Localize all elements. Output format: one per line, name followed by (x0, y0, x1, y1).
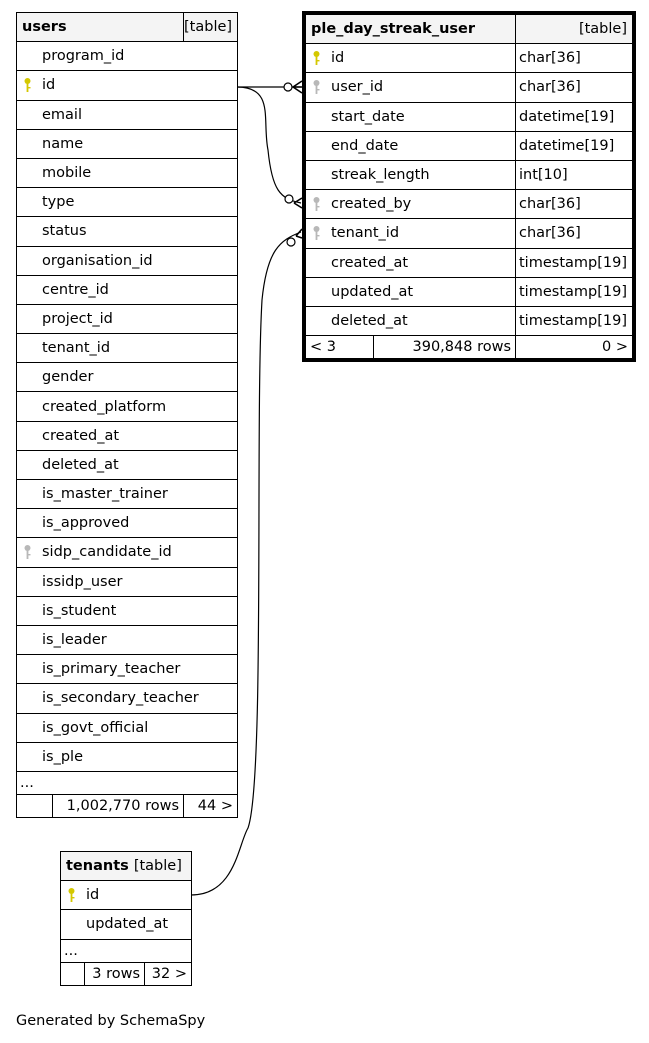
column-name[interactable] (306, 306, 516, 335)
column-label: created_at (42, 427, 120, 444)
column-type: char[36] (516, 219, 633, 248)
column-label: created_platform (42, 398, 167, 415)
users-children-link[interactable]: 44 > (184, 794, 238, 817)
primary-key-icon (312, 50, 321, 70)
column-type: timestamp[19] (516, 248, 633, 277)
pds-table-type: [table] (516, 15, 633, 44)
column-type: int[10] (516, 160, 633, 189)
table-row (17, 42, 238, 71)
column-name[interactable] (17, 100, 238, 129)
tenants-footer-left (61, 962, 85, 985)
column-name[interactable] (17, 625, 238, 654)
table-row (17, 363, 238, 392)
users-table-name[interactable]: users (17, 13, 184, 42)
column-name[interactable] (17, 450, 238, 479)
tenants-table-header[interactable] (61, 852, 192, 881)
column-label: issidp_user (42, 573, 123, 590)
table-row (17, 392, 238, 421)
table-row (17, 713, 238, 742)
crows-foot-user-id (293, 81, 302, 93)
ple-day-streak-user-table[interactable] (302, 11, 636, 362)
column-label: is_master_trainer (42, 486, 168, 503)
column-type: datetime[19] (516, 102, 633, 131)
column-label: is_govt_official (42, 719, 149, 736)
column-label: id (86, 887, 100, 904)
column-name[interactable] (17, 42, 238, 71)
column-label: mobile (42, 165, 92, 182)
column-label: is_ple (42, 748, 83, 765)
table-row (306, 219, 633, 248)
column-label: type (42, 194, 75, 211)
column-label: organisation_id (42, 252, 153, 269)
column-name[interactable] (17, 567, 238, 596)
column-label: project_id (42, 310, 113, 327)
users-footer-left (17, 794, 53, 817)
pds-parents-link[interactable]: < 3 (306, 336, 374, 359)
column-label: gender (42, 369, 94, 386)
primary-key-icon (23, 77, 32, 97)
column-name[interactable] (306, 277, 516, 306)
column-name[interactable] (17, 480, 238, 509)
table-row (17, 450, 238, 479)
column-name[interactable] (17, 363, 238, 392)
table-row (306, 44, 633, 73)
column-name[interactable] (17, 509, 238, 538)
column-name[interactable] (17, 246, 238, 275)
table-row (17, 334, 238, 363)
column-name[interactable] (17, 392, 238, 421)
column-name[interactable] (17, 158, 238, 187)
column-name[interactable] (17, 275, 238, 304)
column-label: id (331, 50, 345, 67)
column-label: user_id (331, 79, 384, 96)
column-name[interactable] (17, 334, 238, 363)
column-name[interactable] (17, 742, 238, 771)
tenants-table[interactable] (60, 851, 192, 986)
column-label: is_primary_teacher (42, 661, 181, 678)
users-ellipsis: ... (17, 771, 238, 794)
column-name[interactable] (17, 421, 238, 450)
column-name[interactable] (306, 102, 516, 131)
table-row (17, 596, 238, 625)
tenants-row-count: 3 rows (85, 962, 145, 985)
column-name[interactable] (306, 160, 516, 189)
column-type: timestamp[19] (516, 277, 633, 306)
table-row (306, 306, 633, 335)
relation-created-by (237, 87, 301, 203)
column-name[interactable] (17, 684, 238, 713)
tenants-ellipsis: ... (61, 939, 192, 962)
column-name[interactable] (17, 71, 238, 100)
table-row (306, 190, 633, 219)
column-type: char[36] (516, 73, 633, 102)
table-row (17, 538, 238, 567)
column-label: created_by (331, 196, 412, 213)
column-label: tenant_id (331, 225, 400, 242)
column-name[interactable] (17, 538, 238, 567)
optional-circle-created-by (285, 195, 293, 203)
table-row (17, 480, 238, 509)
column-name[interactable] (306, 248, 516, 277)
column-label: is_secondary_teacher (42, 690, 199, 707)
column-label: is_student (42, 602, 117, 619)
column-label: id (42, 77, 56, 94)
column-label: updated_at (86, 916, 169, 933)
table-row (306, 102, 633, 131)
users-table-type: [table] (184, 13, 238, 42)
column-name[interactable] (306, 219, 516, 248)
column-label: name (42, 135, 84, 152)
column-type: datetime[19] (516, 131, 633, 160)
primary-key-icon (67, 887, 76, 907)
table-row (306, 160, 633, 189)
table-row (17, 304, 238, 333)
column-label: start_date (331, 108, 405, 125)
table-row (17, 567, 238, 596)
column-type: char[36] (516, 190, 633, 219)
column-type: char[36] (516, 44, 633, 73)
column-label: status (42, 223, 87, 240)
column-name[interactable] (17, 129, 238, 158)
foreign-key-icon (312, 225, 321, 245)
tenants-children-link[interactable]: 32 > (145, 962, 192, 985)
table-row (61, 881, 192, 910)
table-row (17, 421, 238, 450)
column-name[interactable] (17, 655, 238, 684)
table-row (306, 248, 633, 277)
pds-table-name[interactable]: ple_day_streak_user (306, 15, 516, 44)
column-name[interactable] (306, 131, 516, 160)
table-row (17, 684, 238, 713)
column-label: end_date (331, 137, 399, 154)
tenants-table-name[interactable]: tenants (66, 858, 129, 875)
column-label: created_at (331, 254, 409, 271)
column-label: deleted_at (331, 312, 408, 329)
column-name[interactable] (17, 217, 238, 246)
table-row (17, 129, 238, 158)
table-row (17, 188, 238, 217)
table-row (17, 275, 238, 304)
column-name[interactable] (17, 304, 238, 333)
column-label: centre_id (42, 281, 109, 298)
table-row (306, 131, 633, 160)
pds-children-link[interactable]: 0 > (516, 336, 633, 359)
column-label: deleted_at (42, 456, 119, 473)
users-row-count: 1,002,770 rows (53, 794, 184, 817)
table-row (17, 509, 238, 538)
table-row (306, 277, 633, 306)
foreign-key-icon (312, 196, 321, 216)
column-label: email (42, 106, 82, 123)
column-name[interactable] (306, 73, 516, 102)
column-label: updated_at (331, 283, 414, 300)
column-name[interactable] (306, 190, 516, 219)
column-name[interactable] (17, 713, 238, 742)
table-row (306, 73, 633, 102)
optional-circle-user-id (284, 83, 292, 91)
tenants-table-type: [table] (133, 858, 182, 875)
pds-row-count: 390,848 rows (374, 336, 516, 359)
optional-circle-tenant-id (287, 238, 295, 246)
table-row (17, 217, 238, 246)
table-row (17, 742, 238, 771)
column-name[interactable] (17, 188, 238, 217)
table-row (17, 71, 238, 100)
column-name[interactable] (61, 910, 192, 939)
column-label: streak_length (331, 167, 430, 184)
column-label: program_id (42, 48, 125, 65)
table-row (17, 100, 238, 129)
column-name[interactable] (306, 44, 516, 73)
generated-by-footer: Generated by SchemaSpy (16, 1013, 206, 1029)
users-table[interactable] (16, 12, 238, 818)
table-row (17, 625, 238, 654)
table-row (17, 246, 238, 275)
table-row (61, 910, 192, 939)
column-label: tenant_id (42, 340, 111, 357)
foreign-key-icon (23, 544, 32, 564)
table-row (17, 158, 238, 187)
column-label: is_leader (42, 632, 107, 649)
table-row (17, 655, 238, 684)
column-label: sidp_candidate_id (42, 544, 172, 561)
column-name[interactable] (17, 596, 238, 625)
column-label: is_approved (42, 515, 130, 532)
column-type: timestamp[19] (516, 306, 633, 335)
foreign-key-icon (312, 79, 321, 99)
column-name[interactable] (61, 881, 192, 910)
